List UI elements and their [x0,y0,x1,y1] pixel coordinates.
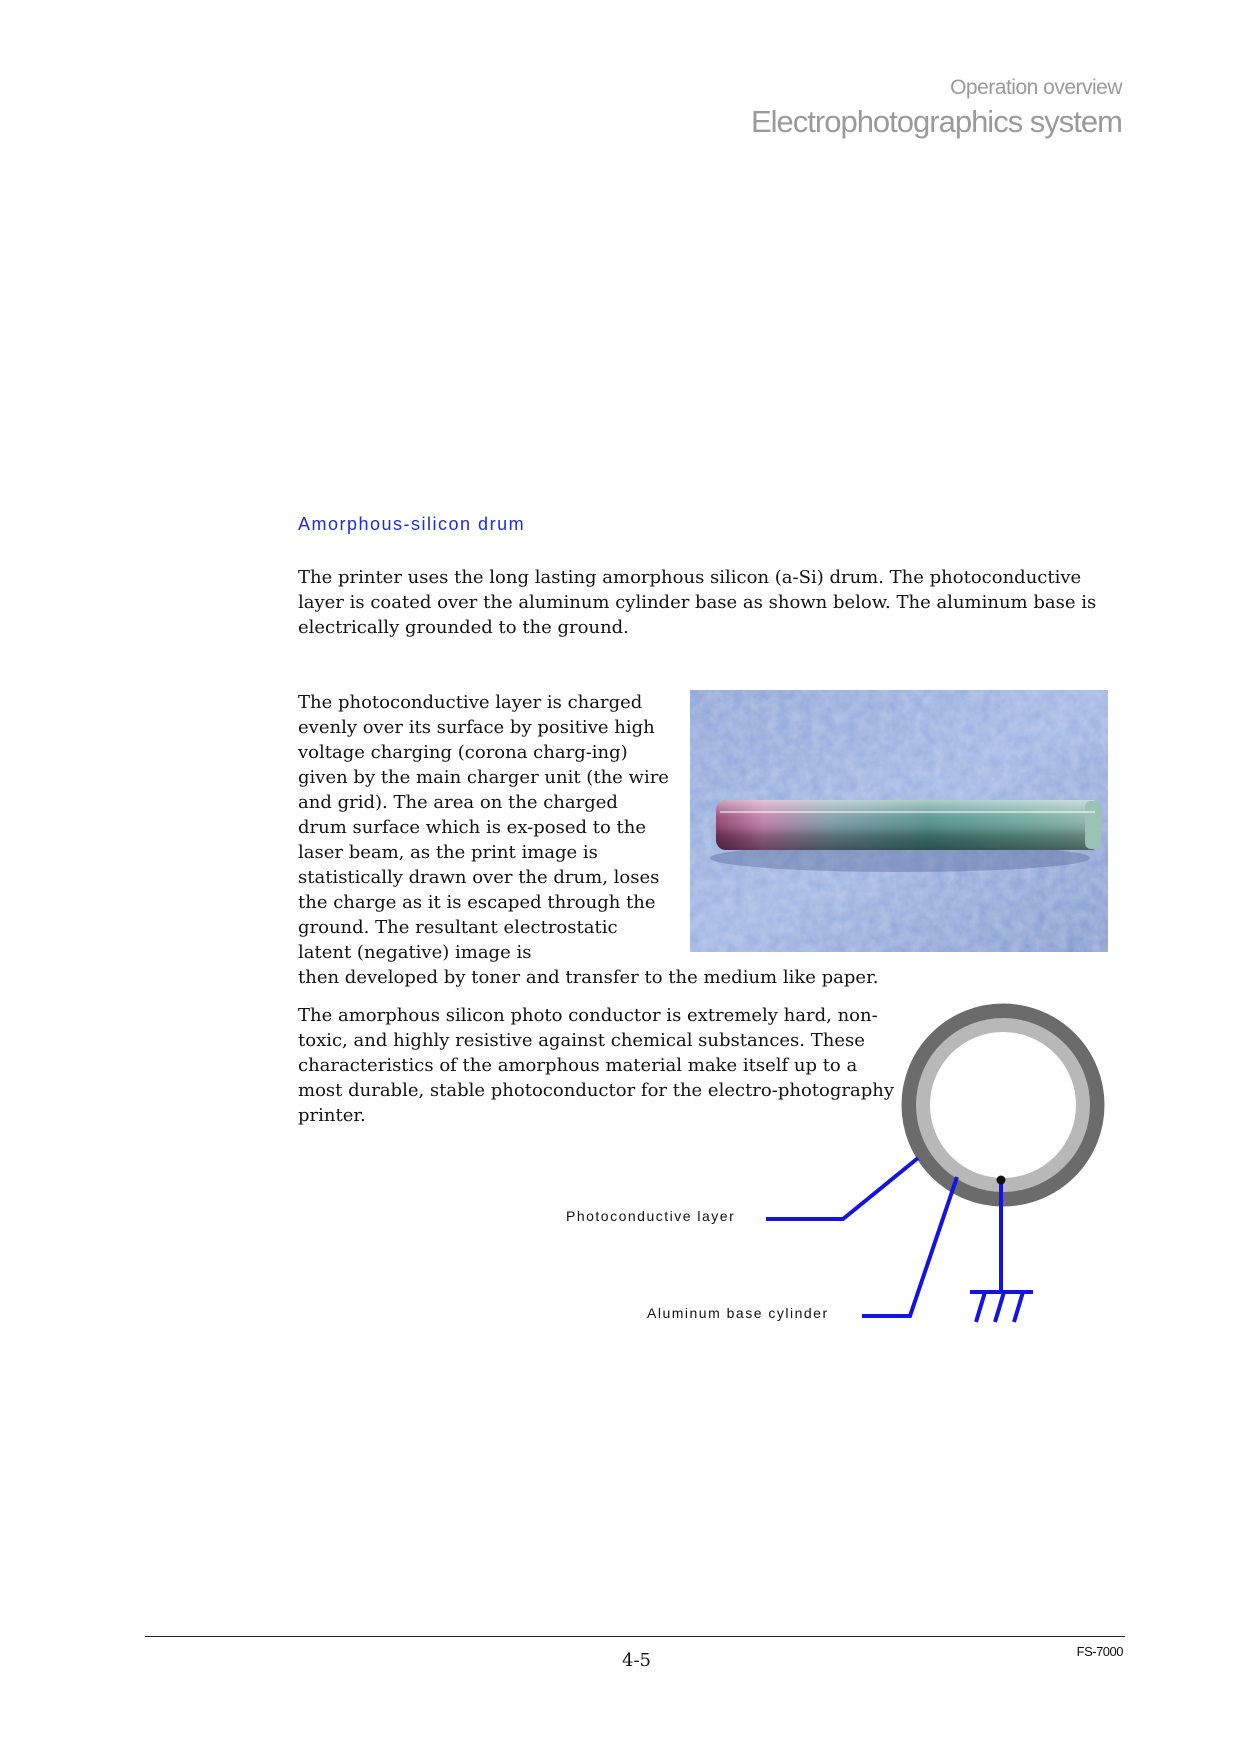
drum-cylinder [716,800,1101,850]
photoconductive-layer-ring [909,1011,1097,1199]
aluminum-base-label: Aluminum base cylinder [647,1305,829,1321]
aluminum-base-ring [923,1025,1083,1185]
photoconductive-layer-label: Photoconductive layer [566,1208,736,1224]
drum-cross-section [909,1011,1097,1199]
photoconductive-leader-line [766,1158,918,1219]
ground-wire [970,1180,1033,1322]
drum-photo [690,690,1108,952]
intro-paragraph: The printer uses the long lasting amorphous silicon (a-Si) drum. The photoconductive layer is coated over the aluminum cylinder base as shown below. The aluminum base is electrically grounded to the ground. [298,567,1097,638]
section-title: Amorphous-silicon drum [298,514,526,534]
model-name: FS-7000 [1076,1644,1123,1659]
header-chapter: Operation overview [950,76,1122,99]
ground-contact-point [997,1176,1006,1185]
footer-rule [145,1636,1125,1637]
page-title: Electrophotographics system [750,104,1122,139]
charging-paragraph-continued: then developed by toner and transfer to the medium like paper. [298,967,879,988]
page-number: 4-5 [622,1650,651,1671]
material-paragraph: The amorphous silicon photo conductor is extremely hard, non-toxic, and highly resistive against chemical substances. These characteristics of the amorphous material make itself up to a most durable, stable photoconductor for the electro-photography printer. [298,1005,894,1126]
aluminum-leader-line [862,1177,957,1316]
charging-paragraph: The photoconductive layer is charged evenly over its surface by positive high voltage charging (corona charg-ing) given by the main charger unit (the wire and grid). The area on the charged drum surface which is ex-posed to the laser beam, as the print image is statistically drawn over the drum, loses the charge as it is escaped through the ground. The resultant electrostatic latent (negative) image is [298,692,669,963]
